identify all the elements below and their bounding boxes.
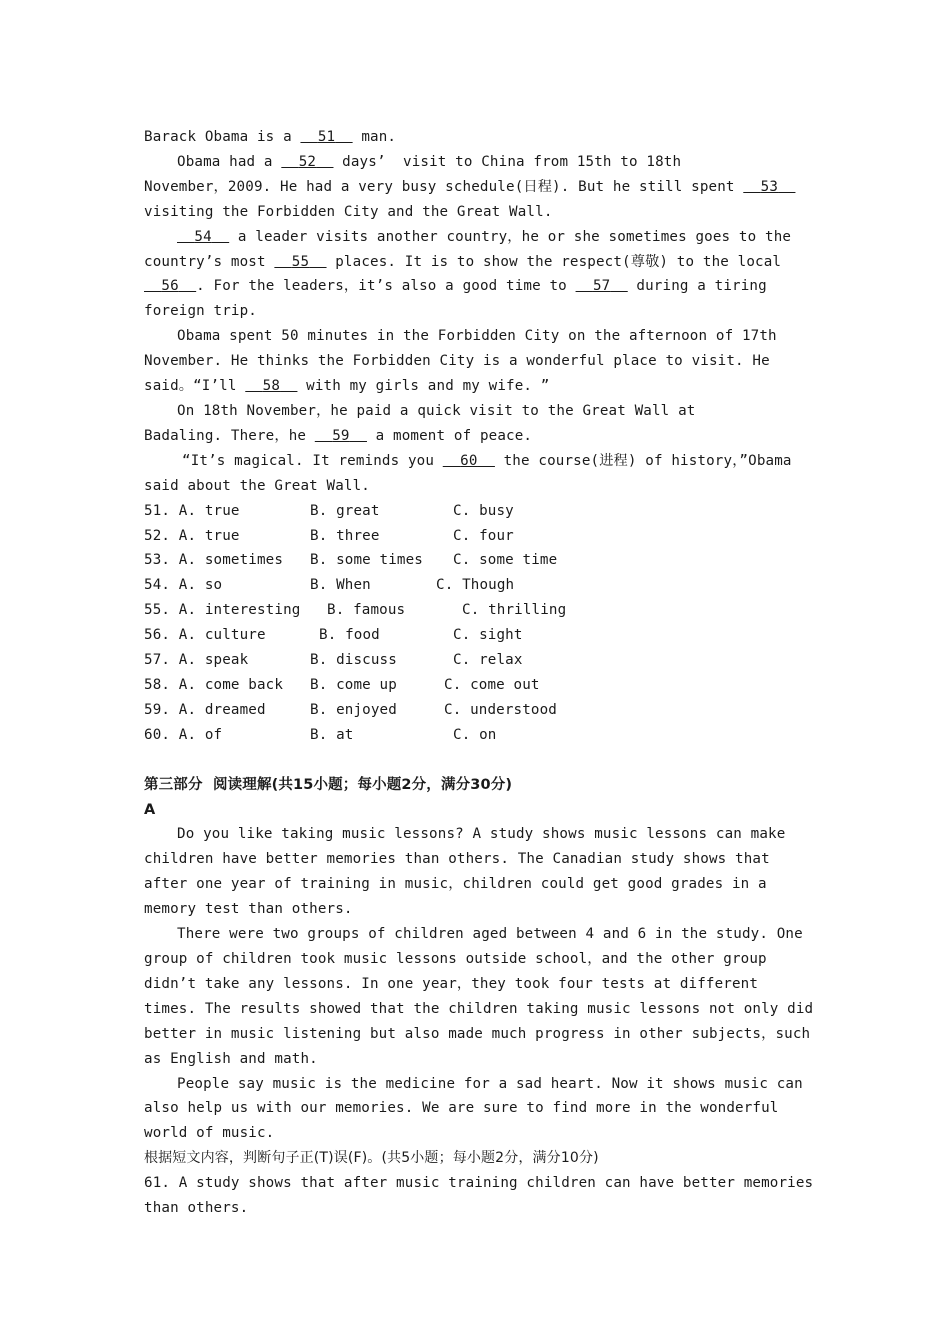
option-row-55: 55. A. interesting B. famous C. thrilling [144,602,567,619]
blank-53[interactable]: 53 [760,178,779,195]
option-row-53: 53. A. sometimes B. some times C. some time [144,552,558,569]
document-page [144,125,822,1221]
tf-instruction: 根据短文内容，判断句子正(T)误(F)。(共5小题；每小题2分，满分10分) [144,1150,599,1167]
cloze-line-obama-3: said。“I’ll 58 with my girls and my wife. ” [144,378,550,395]
question-61: 61. A study shows that after music training children can have better memories than others. [144,1175,822,1217]
option-row-58: 58. A. come back B. come up C. come out [144,676,540,693]
blank-57[interactable]: 57 [592,278,611,295]
cloze-line-last: said about the Great Wall. [144,477,370,494]
option-row-59: 59. A. dreamed B. enjoyed C. understood [144,701,557,718]
blank-51[interactable]: 51 [317,129,336,145]
option-row-56: 56. A. culture B. food C. sight [144,627,523,644]
cloze-line-wall-1: On 18th November，he paid a quick visit to the Great Wall at [177,402,696,419]
reading-paragraph-2: There were two groups of children aged between 4 and 6 in the study. One group of children took music lessons outside school，and the other group didn’t take any lessons. In one year，they took four tests at different times. The results showed that the children taking music lessons not only did better in music listening but also made much progress in other subjects，such as English and math. [144,926,822,1067]
blank-54[interactable]: 54 [194,228,212,245]
option-row-57: 57. A. speak B. discuss C. relax [144,652,523,669]
option-row-60: 60. A. of B. at C. on [144,726,497,743]
option-row-52: 52. A. true B. three C. four [144,527,514,544]
cloze-line-3: November，2009. He had a very busy schedule(日程). But he still spent 53 [144,175,814,200]
blank-60[interactable]: 60 [460,452,478,469]
reading-paragraph-3: People say music is the medicine for a sad heart. Now it shows music can also help us with our memories. We are sure to find more in the wonderful world of music. [144,1075,812,1142]
option-row-51: 51. A. true B. great C. busy [144,502,514,519]
cloze-line-1: Barack Obama is a 51 man. [144,129,397,145]
part3-heading: 第三部分 阅读理解(共15小题；每小题2分，满分30分) [144,776,513,793]
blank-52[interactable]: 52 [298,153,317,170]
cloze-line-wall-2: Badaling. There，he 59 a moment of peace. [144,427,533,444]
cloze-line-obama-1: Obama spent 50 minutes in the Forbidden City on the afternoon of 17th [177,328,777,345]
cloze-line-2: Obama had a 52 days’ visit to China from 15th to 18th [177,153,682,170]
reading-paragraph-1: Do you like taking music lessons? A study shows music lessons can make children have better memories than others. The Canadian study shows that after one year of training in music，children could get good grades in a memory test than others. [144,826,795,918]
blank-56[interactable]: 56 [161,278,179,295]
blank-59[interactable]: 59 [332,427,350,444]
option-row-54: 54. A. so B. When C. Though [144,577,515,594]
cloze-line-obama-2: November. He thinks the Forbidden City is a wonderful place to visit. He [144,353,770,370]
section-a-label: A [144,801,156,818]
cloze-line-4: visiting the Forbidden City and the Great Wall. [144,203,553,220]
cloze-line-quote: “It’s magical. It reminds you 60 the course(进程) of history，”Obama [182,452,792,469]
cloze-paragraph-54: 54 a leader visits another country，he or she sometimes goes to the country’s most 55 places. It is to show the respect(尊敬) to the local 56 . For the leaders，it’s also a good time to 57 during a tiring foreign trip. [144,228,800,320]
blank-58[interactable]: 58 [262,378,281,395]
blank-55[interactable]: 55 [291,253,310,270]
options-list [144,499,814,748]
